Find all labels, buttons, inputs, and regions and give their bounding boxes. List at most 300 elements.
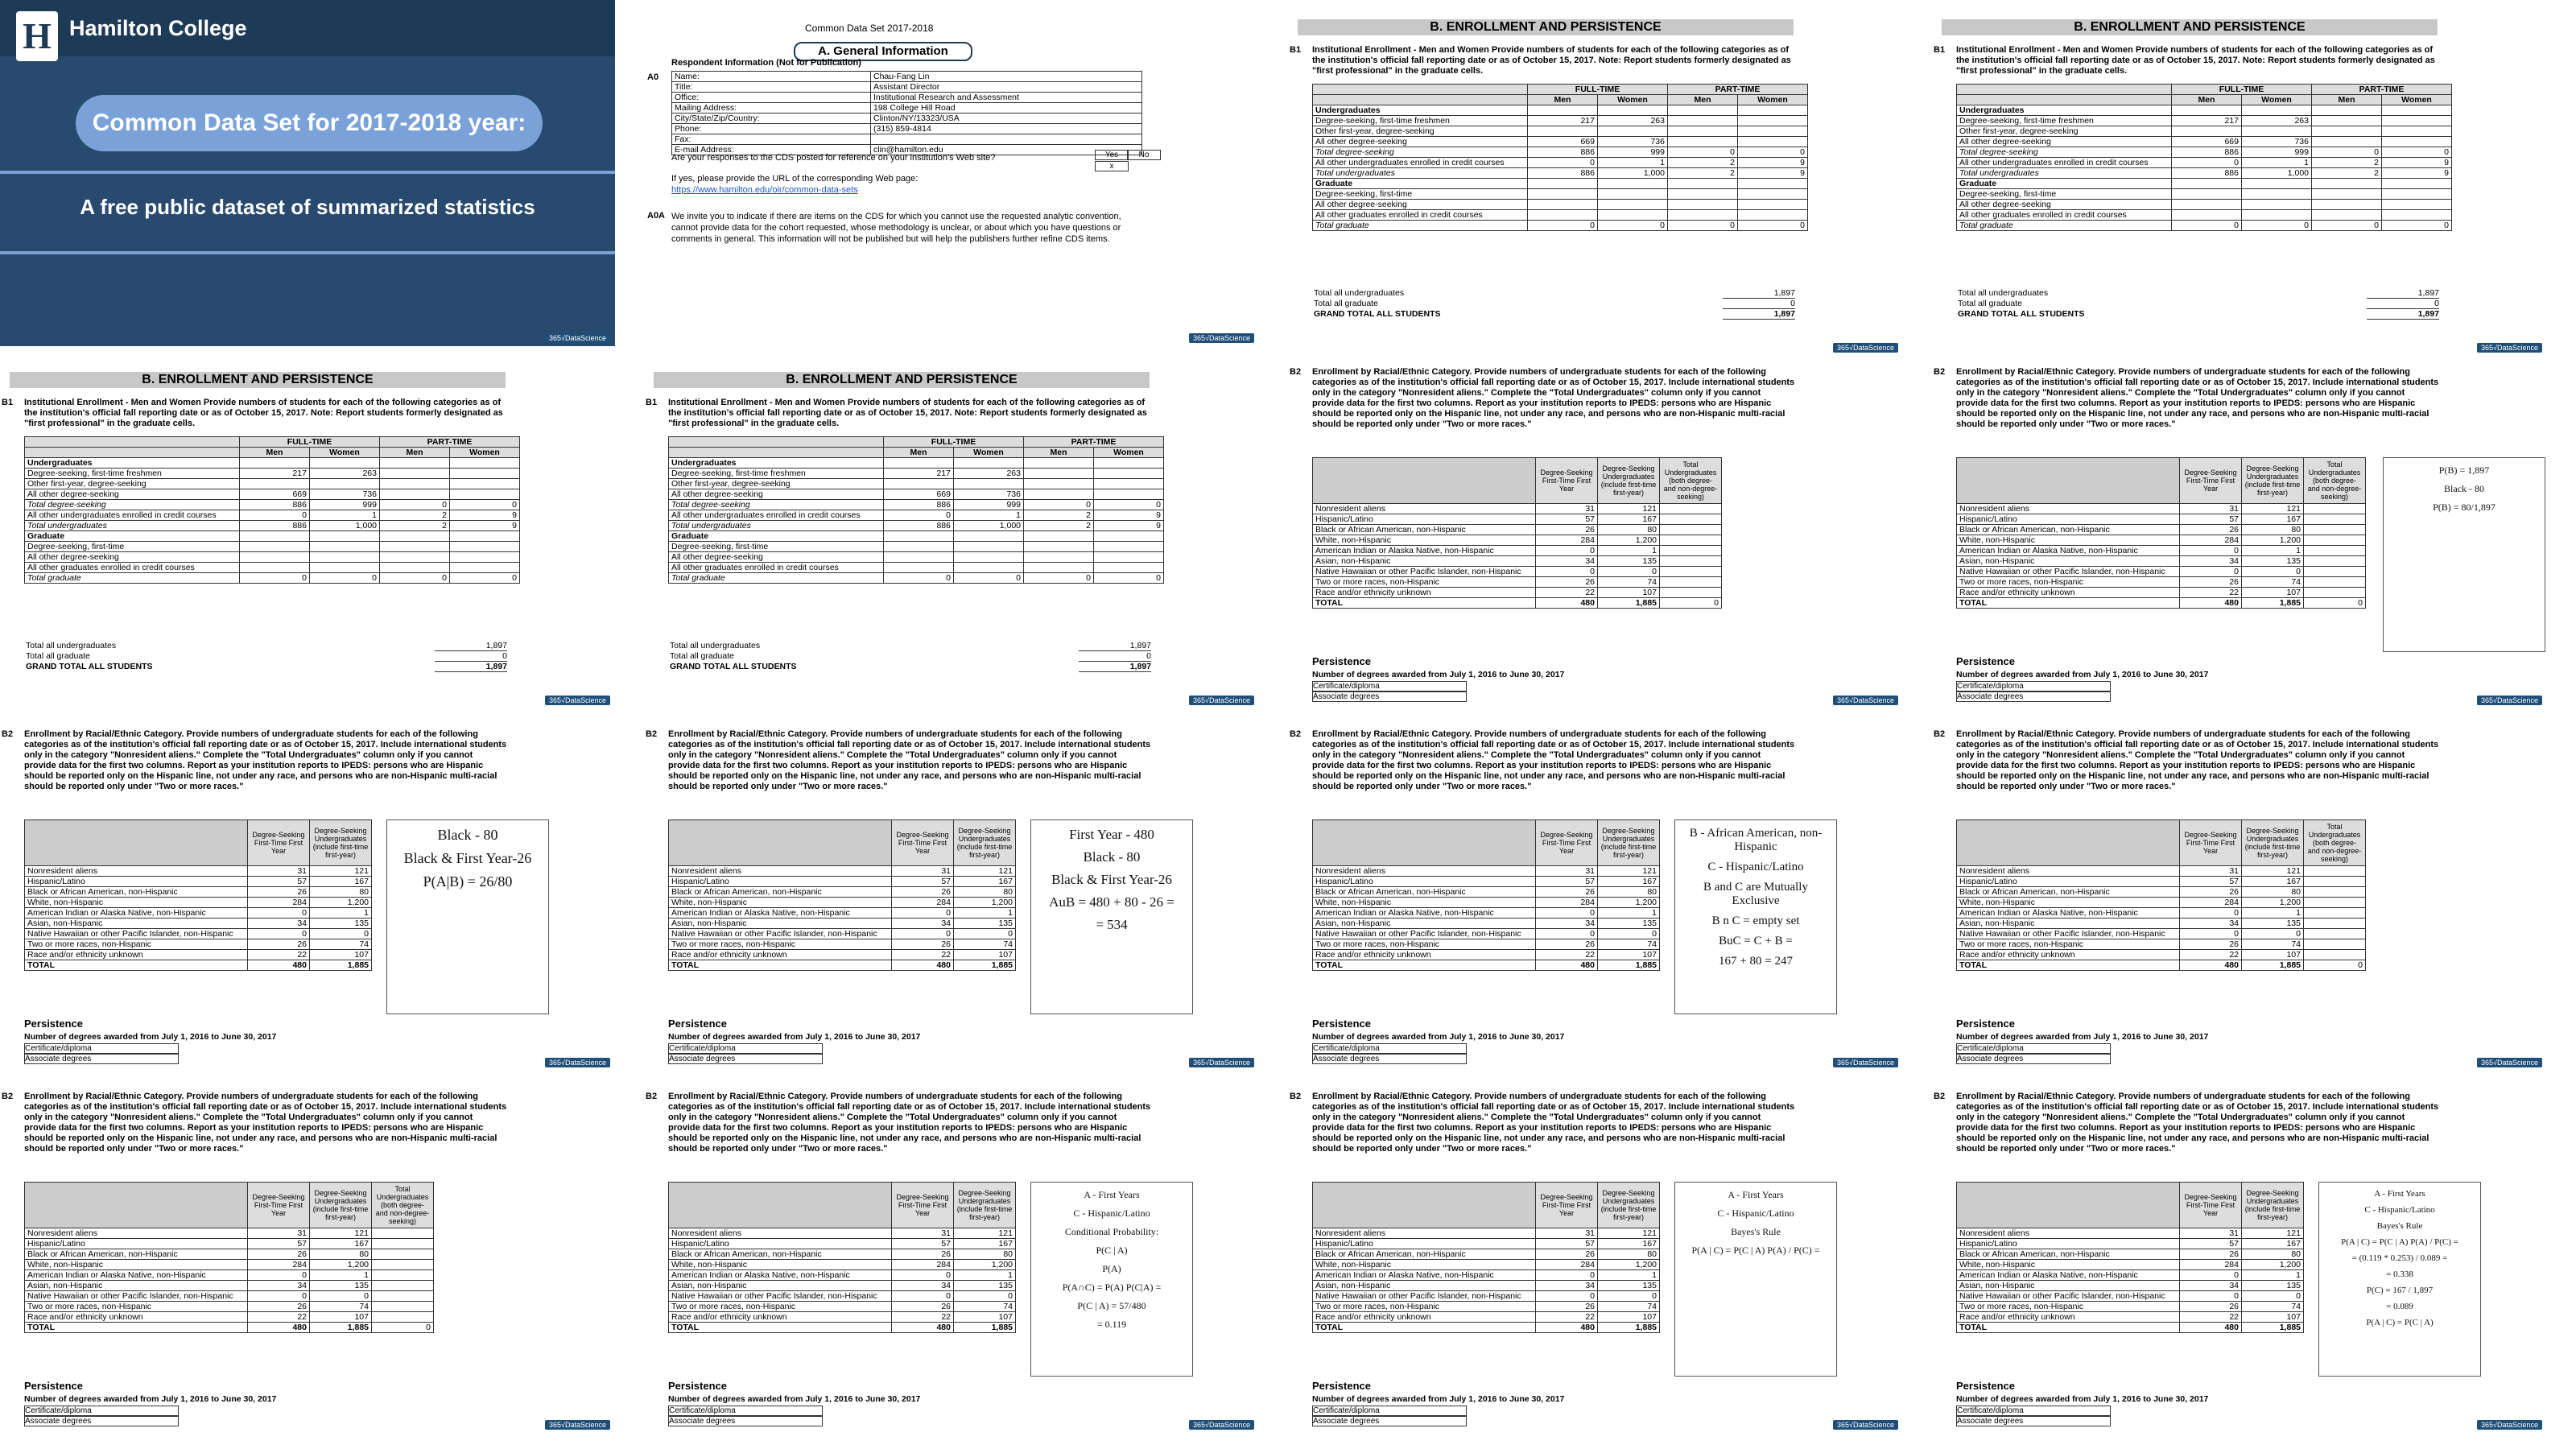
b3-title: Number of degrees awarded from July 1, 2016 to June 30, 2017 <box>668 1032 921 1042</box>
respondent-row <box>672 93 1142 103</box>
b2-header: Degree-Seeking Undergraduates (include first-time first-year) <box>310 1183 372 1228</box>
b3-title: Number of degrees awarded from July 1, 2016 to June 30, 2017 <box>1312 1032 1565 1042</box>
b2-intro: Enrollment by Racial/Ethnic Category. Provide numbers of undergraduate students for each of the following categories as of the institution's official fall reporting date or as of October 15, 2017. Include international students only in the category "Nonresident aliens." Complete the "Total Undergraduates" column only if you cannot provide data for the first two columns. Report as your institution reports to IPEDS: persons who are Hispanic should be reported only on the Hispanic line, not under any race, and persons who are non-Hispanic multi-racial should be reported only under "Two or more races." <box>1956 367 2439 429</box>
row-code: B2 <box>646 729 658 739</box>
b1-total-label: Total all undergraduates <box>1958 288 2049 298</box>
b1-header: FULL-TIME <box>240 437 380 448</box>
b2-value: 167 <box>1598 877 1660 887</box>
b1-value: 0 <box>2242 221 2312 231</box>
b1-value <box>1024 458 1094 469</box>
b2-label: Asian, non-Hispanic <box>1313 919 1536 929</box>
b1-value: 0 <box>2382 221 2452 231</box>
respondent-label: Office: <box>672 93 871 103</box>
annotation-line: P(A∩C) = P(A) P(C|A) = <box>1062 1282 1162 1293</box>
b2-value: 284 <box>248 1260 310 1270</box>
b1-label: All other undergraduates enrolled in credit courses <box>1313 158 1528 168</box>
b1-value <box>380 552 450 563</box>
respondent-label: City/State/Zip/Country: <box>672 114 871 124</box>
b1-table <box>1312 84 1808 231</box>
b2-header: Degree-Seeking Undergraduates (include first-time first-year) <box>954 1183 1016 1228</box>
b2-label: TOTAL <box>1957 960 2180 971</box>
b2-value: 80 <box>1598 887 1660 898</box>
respondent-value: clin@hamilton.edu <box>871 145 1142 155</box>
watermark: 365√DataScience <box>1833 1058 1898 1067</box>
b2-value: 135 <box>2242 1281 2304 1291</box>
web-question: Are your responses to the CDS posted for reference on your institution's Web site? <box>671 153 996 163</box>
b1-value: 0 <box>240 510 310 521</box>
b1-row <box>669 479 1164 489</box>
row-code: B2 <box>2 729 14 739</box>
b1-total-value: 0 <box>2367 299 2439 309</box>
watermark: 365√DataScience <box>545 696 610 705</box>
b2-row <box>1313 950 1660 960</box>
b2-value: 121 <box>2242 866 2304 877</box>
b2-value: 0 <box>2242 929 2304 939</box>
b1-value <box>1024 479 1094 489</box>
b2-row <box>1313 504 1722 514</box>
row-code: B2 <box>1934 729 1946 739</box>
b2-header: Degree-Seeking Undergraduates (include first-time first-year) <box>1598 820 1660 866</box>
b1-value <box>2312 126 2382 137</box>
b2-header <box>1957 1183 2180 1228</box>
b1-value <box>1598 189 1668 200</box>
b2-value: 74 <box>2242 577 2304 588</box>
b2-row <box>1313 588 1722 598</box>
b1-value: 2 <box>380 521 450 531</box>
b1-value <box>1094 542 1164 552</box>
b2-intro: Enrollment by Racial/Ethnic Category. Provide numbers of undergraduate students for each of the following categories as of the institution's official fall reporting date or as of October 15, 2017. Include international students only in the category "Nonresident aliens." Complete the "Total Undergraduates" column only if you cannot provide data for the first two columns. Report as your institution reports to IPEDS: persons who are Hispanic should be reported only on the Hispanic line, not under any race, and persons who are non-Hispanic multi-racial should be reported only under "Two or more races." <box>1312 729 1795 791</box>
b2-table <box>668 819 1016 971</box>
b1-value <box>2382 126 2452 137</box>
b1-value: 999 <box>310 500 380 510</box>
b1-value: 217 <box>884 469 954 479</box>
respondent-title: Respondent Information (Not for Publication) <box>671 58 861 68</box>
b2-value: 0 <box>310 1291 372 1302</box>
annotation-line: Bayes's Rule <box>2376 1221 2423 1231</box>
b2-value: 1,885 <box>1598 1323 1660 1333</box>
b2-value: 57 <box>248 1239 310 1249</box>
b2-row <box>669 929 1016 939</box>
b1-value <box>2312 137 2382 147</box>
b2-label: Nonresident aliens <box>669 866 892 877</box>
b2-table <box>668 1182 1016 1333</box>
b2-label: Race and/or ethnicity unknown <box>669 1312 892 1323</box>
respondent-value: 198 College Hill Road <box>871 103 1142 114</box>
b2-row <box>669 866 1016 877</box>
b2-label: White, non-Hispanic <box>1313 898 1536 908</box>
b2-row <box>1313 1260 1660 1270</box>
b1-value <box>240 479 310 489</box>
b1-row <box>1313 147 1808 158</box>
b1-value <box>1668 105 1738 116</box>
b3-row: Associate degrees <box>1312 1054 1467 1064</box>
b2-row <box>25 1260 434 1270</box>
b2-value <box>372 1249 434 1260</box>
b2-label: Native Hawaiian or other Pacific Islander, non-Hispanic <box>1957 1291 2180 1302</box>
b2-value: 80 <box>1598 525 1660 535</box>
b1-value <box>1668 179 1738 189</box>
b1-row <box>25 500 520 510</box>
b1-value <box>1668 210 1738 221</box>
b2-value: 31 <box>248 1228 310 1239</box>
b1-value <box>954 563 1024 573</box>
annotation-line: C - Hispanic/Latino <box>1073 1208 1150 1219</box>
divider-stripe <box>0 171 615 174</box>
b1-value <box>1668 200 1738 210</box>
b2-header <box>1313 458 1536 504</box>
b1-subheader: Men <box>1024 448 1094 458</box>
b1-label: All other graduates enrolled in credit courses <box>669 563 884 573</box>
b2-label: Native Hawaiian or other Pacific Islander, non-Hispanic <box>25 929 248 939</box>
b2-value: 34 <box>248 1281 310 1291</box>
b2-table <box>1312 457 1722 609</box>
b1-value <box>1528 200 1598 210</box>
b1-label: Total degree-seeking <box>1957 147 2172 158</box>
b2-row <box>25 960 372 971</box>
b2-value: 1,200 <box>2242 1260 2304 1270</box>
b3-row: Associate degrees <box>1312 1416 1467 1426</box>
b2-value: 121 <box>954 1228 1016 1239</box>
b2-label: Race and/or ethnicity unknown <box>1313 950 1536 960</box>
b1-value: 9 <box>2382 158 2452 168</box>
b2-header: Degree-Seeking Undergraduates (include first-time first-year) <box>1598 458 1660 504</box>
b1-row <box>25 521 520 531</box>
b1-value: 0 <box>380 573 450 584</box>
b2-label: White, non-Hispanic <box>25 1260 248 1270</box>
b1-value <box>884 479 954 489</box>
respondent-row <box>672 114 1142 124</box>
slide-b2-ethnicity <box>0 724 615 1071</box>
b1-value: 0 <box>954 573 1024 584</box>
b1-value: 0 <box>1094 500 1164 510</box>
b2-row <box>1957 1249 2304 1260</box>
b1-value <box>380 479 450 489</box>
persistence-heading: Persistence <box>1312 655 1371 667</box>
b1-value <box>450 479 520 489</box>
b2-value: 26 <box>248 939 310 950</box>
b2-value: 26 <box>248 887 310 898</box>
b3-row: Associate degrees <box>1956 691 2111 702</box>
slide-b1-enrollment <box>1288 10 1903 356</box>
b2-value: 107 <box>2242 1312 2304 1323</box>
b2-value <box>2304 929 2366 939</box>
b2-value: 0 <box>310 929 372 939</box>
divider-stripe <box>0 251 615 254</box>
b1-row <box>25 458 520 469</box>
b1-intro: Institutional Enrollment - Men and Women Provide numbers of students for each of the following categories as of the institution's official fall reporting date or as of October 15, 2017. Note: Report students formerly designated as "first professional" in the graduate cells. <box>1956 45 2435 76</box>
b1-value <box>240 552 310 563</box>
b1-total-value: 1,897 <box>1723 288 1795 299</box>
b1-value: 736 <box>310 489 380 500</box>
b2-value: 0 <box>2180 1291 2242 1302</box>
b2-label: Asian, non-Hispanic <box>1957 556 2180 567</box>
b2-value: 0 <box>954 929 1016 939</box>
b1-row <box>669 489 1164 500</box>
b1-label: Total graduate <box>1957 221 2172 231</box>
b2-value <box>372 1260 434 1270</box>
b2-label: Black or African American, non-Hispanic <box>25 1249 248 1260</box>
cds-url-link[interactable]: https://www.hamilton.edu/oir/common-data-sets <box>671 185 858 195</box>
b1-value: 736 <box>2242 137 2312 147</box>
url-prompt: If yes, please provide the URL of the corresponding Web page: <box>671 174 919 184</box>
b1-row <box>1957 221 2452 231</box>
b1-subheader: Men <box>1528 95 1598 105</box>
annotation-line: B and C are Mutually Exclusive <box>1703 881 1808 907</box>
b1-label: Other first-year, degree-seeking <box>25 479 240 489</box>
b1-label: All other degree-seeking <box>1313 200 1528 210</box>
b2-value <box>2304 567 2366 577</box>
b2-row <box>1313 929 1660 939</box>
b2-label: Black or African American, non-Hispanic <box>1313 525 1536 535</box>
row-code: B1 <box>2 398 14 407</box>
b1-value: 9 <box>1738 168 1808 179</box>
b2-value: 34 <box>1536 919 1598 929</box>
slide-b2-ethnicity <box>644 1087 1259 1433</box>
b2-table <box>24 819 372 971</box>
b1-value <box>2242 179 2312 189</box>
b2-value: 1,200 <box>1598 898 1660 908</box>
b2-value: 0 <box>2180 1270 2242 1281</box>
b2-label: American Indian or Alaska Native, non-Hispanic <box>25 908 248 919</box>
b1-value <box>1738 200 1808 210</box>
b1-total-value: 1,897 <box>2367 309 2439 320</box>
annotation-line: B n C = empty set <box>1711 914 1800 927</box>
b2-label: Two or more races, non-Hispanic <box>1313 577 1536 588</box>
b1-value <box>1094 469 1164 479</box>
b2-row <box>1313 514 1722 525</box>
b2-header: Degree-Seeking Undergraduates (include first-time first-year) <box>2242 1183 2304 1228</box>
b1-row <box>1957 158 2452 168</box>
b2-value: 1,200 <box>954 1260 1016 1270</box>
b2-label: Race and/or ethnicity unknown <box>1957 1312 2180 1323</box>
b2-label: TOTAL <box>669 1323 892 1333</box>
b1-value <box>954 552 1024 563</box>
yes-label: Yes <box>1095 150 1129 160</box>
b1-value <box>884 531 954 542</box>
slide-b2-ethnicity <box>1288 1087 1903 1433</box>
b2-value: 167 <box>2242 877 2304 887</box>
b1-value <box>2172 189 2242 200</box>
b1-value <box>954 479 1024 489</box>
b2-row <box>1957 877 2366 887</box>
b1-value <box>2242 189 2312 200</box>
b2-row <box>669 1228 1016 1239</box>
b1-total-value: 1,897 <box>1723 309 1795 320</box>
annotation-line: P(C | A) = 57/480 <box>1077 1300 1146 1311</box>
annotation-line: P(C) = 167 / 1,897 <box>2366 1286 2434 1295</box>
b1-value <box>884 458 954 469</box>
annotation-box <box>1674 819 1837 1014</box>
b2-value: 0 <box>248 929 310 939</box>
b1-total-value: 1,897 <box>1079 662 1151 672</box>
b2-label: Asian, non-Hispanic <box>25 919 248 929</box>
b3-title: Number of degrees awarded from July 1, 2016 to June 30, 2017 <box>1312 1394 1565 1404</box>
b1-value: 0 <box>1738 147 1808 158</box>
watermark: 365√DataScience <box>1189 333 1254 343</box>
b2-label: TOTAL <box>1313 960 1536 971</box>
b1-header <box>1957 85 2172 95</box>
b3-row: Certificate/diploma <box>668 1043 823 1054</box>
annotation-line: Black - 80 <box>437 827 498 843</box>
annotation-line: P(C | A) <box>1096 1245 1128 1256</box>
b2-header <box>1957 820 2180 866</box>
b1-row <box>25 573 520 584</box>
b2-value: 57 <box>892 877 954 887</box>
b2-label: Black or African American, non-Hispanic <box>1313 1249 1536 1260</box>
b2-row <box>1313 908 1660 919</box>
b2-row <box>1313 1291 1660 1302</box>
b1-row <box>25 479 520 489</box>
b2-row <box>1313 577 1722 588</box>
b2-value: 135 <box>310 919 372 929</box>
b3-row: Certificate/diploma <box>1956 1406 2111 1416</box>
annotation-line: P(A | C) = P(C | A) P(A) / P(C) = <box>2341 1237 2458 1247</box>
b2-value: 26 <box>1536 525 1598 535</box>
b2-value <box>372 1302 434 1312</box>
b2-row <box>669 1302 1016 1312</box>
annotation-box <box>1030 1182 1193 1377</box>
persistence-heading: Persistence <box>1956 1018 2015 1030</box>
b2-row <box>1957 929 2366 939</box>
b2-row <box>25 1228 434 1239</box>
b2-label: Hispanic/Latino <box>1313 877 1536 887</box>
b2-value: 0 <box>2180 546 2242 556</box>
b1-value: 2 <box>1668 158 1738 168</box>
b1-value: 2 <box>2312 158 2382 168</box>
b2-value: 34 <box>2180 556 2242 567</box>
slide-b2-ethnicity <box>644 724 1259 1071</box>
b1-value: 0 <box>1668 221 1738 231</box>
b2-row <box>1313 919 1660 929</box>
b1-row <box>1313 137 1808 147</box>
b2-row <box>669 919 1016 929</box>
b1-header <box>1313 85 1528 95</box>
b2-header: Total Undergraduates (both degree- and non-degree-seeking) <box>2304 820 2366 866</box>
respondent-label: Name: <box>672 72 871 82</box>
annotation-line: P(A | C) = P(C | A) P(A) / P(C) = <box>1691 1245 1820 1256</box>
b1-total-value: 0 <box>435 651 507 662</box>
b1-row <box>669 531 1164 542</box>
b1-value <box>310 458 380 469</box>
b2-label: Nonresident aliens <box>1313 866 1536 877</box>
b1-total-label: Total all undergraduates <box>26 641 117 650</box>
b1-row <box>1957 147 2452 158</box>
b2-value: 1,200 <box>954 898 1016 908</box>
b1-label: Total degree-seeking <box>669 500 884 510</box>
section-header: B. ENROLLMENT AND PERSISTENCE <box>10 372 506 388</box>
b1-value <box>2242 105 2312 116</box>
b2-value: 1,885 <box>2242 1323 2304 1333</box>
respondent-row <box>672 124 1142 134</box>
b1-value: 1,000 <box>2242 168 2312 179</box>
b2-row <box>25 1239 434 1249</box>
slide-b2-ethnicity <box>1932 1087 2547 1433</box>
b1-row <box>1313 105 1808 116</box>
b2-row <box>1957 577 2366 588</box>
b2-value: 80 <box>2242 525 2304 535</box>
b2-row <box>1313 1281 1660 1291</box>
b1-label: Degree-seeking, first-time freshmen <box>669 469 884 479</box>
b2-row <box>1313 546 1722 556</box>
b2-label: Native Hawaiian or other Pacific Islander, non-Hispanic <box>669 929 892 939</box>
b1-total-value: 1,897 <box>2367 288 2439 299</box>
b2-value: 26 <box>892 1249 954 1260</box>
b1-value <box>1528 126 1598 137</box>
b2-value: 135 <box>954 1281 1016 1291</box>
b2-label: American Indian or Alaska Native, non-Hispanic <box>1313 546 1536 556</box>
b1-value <box>1528 179 1598 189</box>
b2-value: 0 <box>2304 598 2366 609</box>
b2-row <box>1957 1302 2304 1312</box>
b3-title: Number of degrees awarded from July 1, 2016 to June 30, 2017 <box>1312 670 1565 679</box>
b1-row <box>669 458 1164 469</box>
b1-label: Degree-seeking, first-time <box>25 542 240 552</box>
b2-label: Race and/or ethnicity unknown <box>1313 588 1536 598</box>
b1-value: 9 <box>1094 521 1164 531</box>
b2-label: Nonresident aliens <box>1957 866 2180 877</box>
b1-total-value: 0 <box>1723 299 1795 309</box>
b2-value: 107 <box>2242 588 2304 598</box>
b2-value <box>2304 919 2366 929</box>
b2-value: 22 <box>248 950 310 960</box>
b2-value: 480 <box>2180 960 2242 971</box>
b1-label: Total undergraduates <box>1957 168 2172 179</box>
b2-value: 74 <box>954 1302 1016 1312</box>
respondent-label: Fax: <box>672 134 871 145</box>
college-name: Hamilton College <box>69 16 247 40</box>
b2-label: Nonresident aliens <box>1313 504 1536 514</box>
row-code: B1 <box>646 398 658 407</box>
b2-value: 0 <box>1598 929 1660 939</box>
b1-subheader: Women <box>450 448 520 458</box>
b2-value: 80 <box>2242 1249 2304 1260</box>
respondent-value: Clinton/NY/13323/USA <box>871 114 1142 124</box>
b1-value: 886 <box>240 500 310 510</box>
annotation-line: = 534 <box>1096 917 1128 932</box>
b3-title: Number of degrees awarded from July 1, 2016 to June 30, 2017 <box>1956 670 2209 679</box>
b2-row <box>669 1270 1016 1281</box>
annotation-line: P(A|B) = 26/80 <box>423 873 513 890</box>
b2-value: 107 <box>1598 1312 1660 1323</box>
b1-value: 217 <box>240 469 310 479</box>
b1-value: 2 <box>1024 510 1094 521</box>
b2-value: 34 <box>2180 1281 2242 1291</box>
b1-label: Degree-seeking, first-time freshmen <box>1957 116 2172 126</box>
b1-value <box>2312 179 2382 189</box>
watermark: 365√DataScience <box>545 1420 610 1430</box>
b2-value: 480 <box>1536 960 1598 971</box>
b2-value: 26 <box>1536 577 1598 588</box>
b2-value: 0 <box>2180 929 2242 939</box>
b1-subheader <box>669 448 884 458</box>
b1-total-label: Total all undergraduates <box>670 641 761 650</box>
row-code: B2 <box>1290 1092 1302 1101</box>
b3-row: Certificate/diploma <box>1312 681 1467 691</box>
b2-value <box>1660 525 1722 535</box>
b1-header: PART-TIME <box>380 437 520 448</box>
row-code: B1 <box>1290 45 1302 55</box>
annotation-line: AuB = 480 + 80 - 26 = <box>1049 894 1174 910</box>
b2-value: 26 <box>892 939 954 950</box>
b1-value <box>1598 200 1668 210</box>
b2-value: 22 <box>248 1312 310 1323</box>
b2-row <box>25 1291 434 1302</box>
b2-label: Race and/or ethnicity unknown <box>25 950 248 960</box>
b2-value: 1,200 <box>1598 535 1660 546</box>
b3-row: Certificate/diploma <box>1956 681 2111 691</box>
b1-value <box>1598 210 1668 221</box>
b1-row <box>1313 189 1808 200</box>
